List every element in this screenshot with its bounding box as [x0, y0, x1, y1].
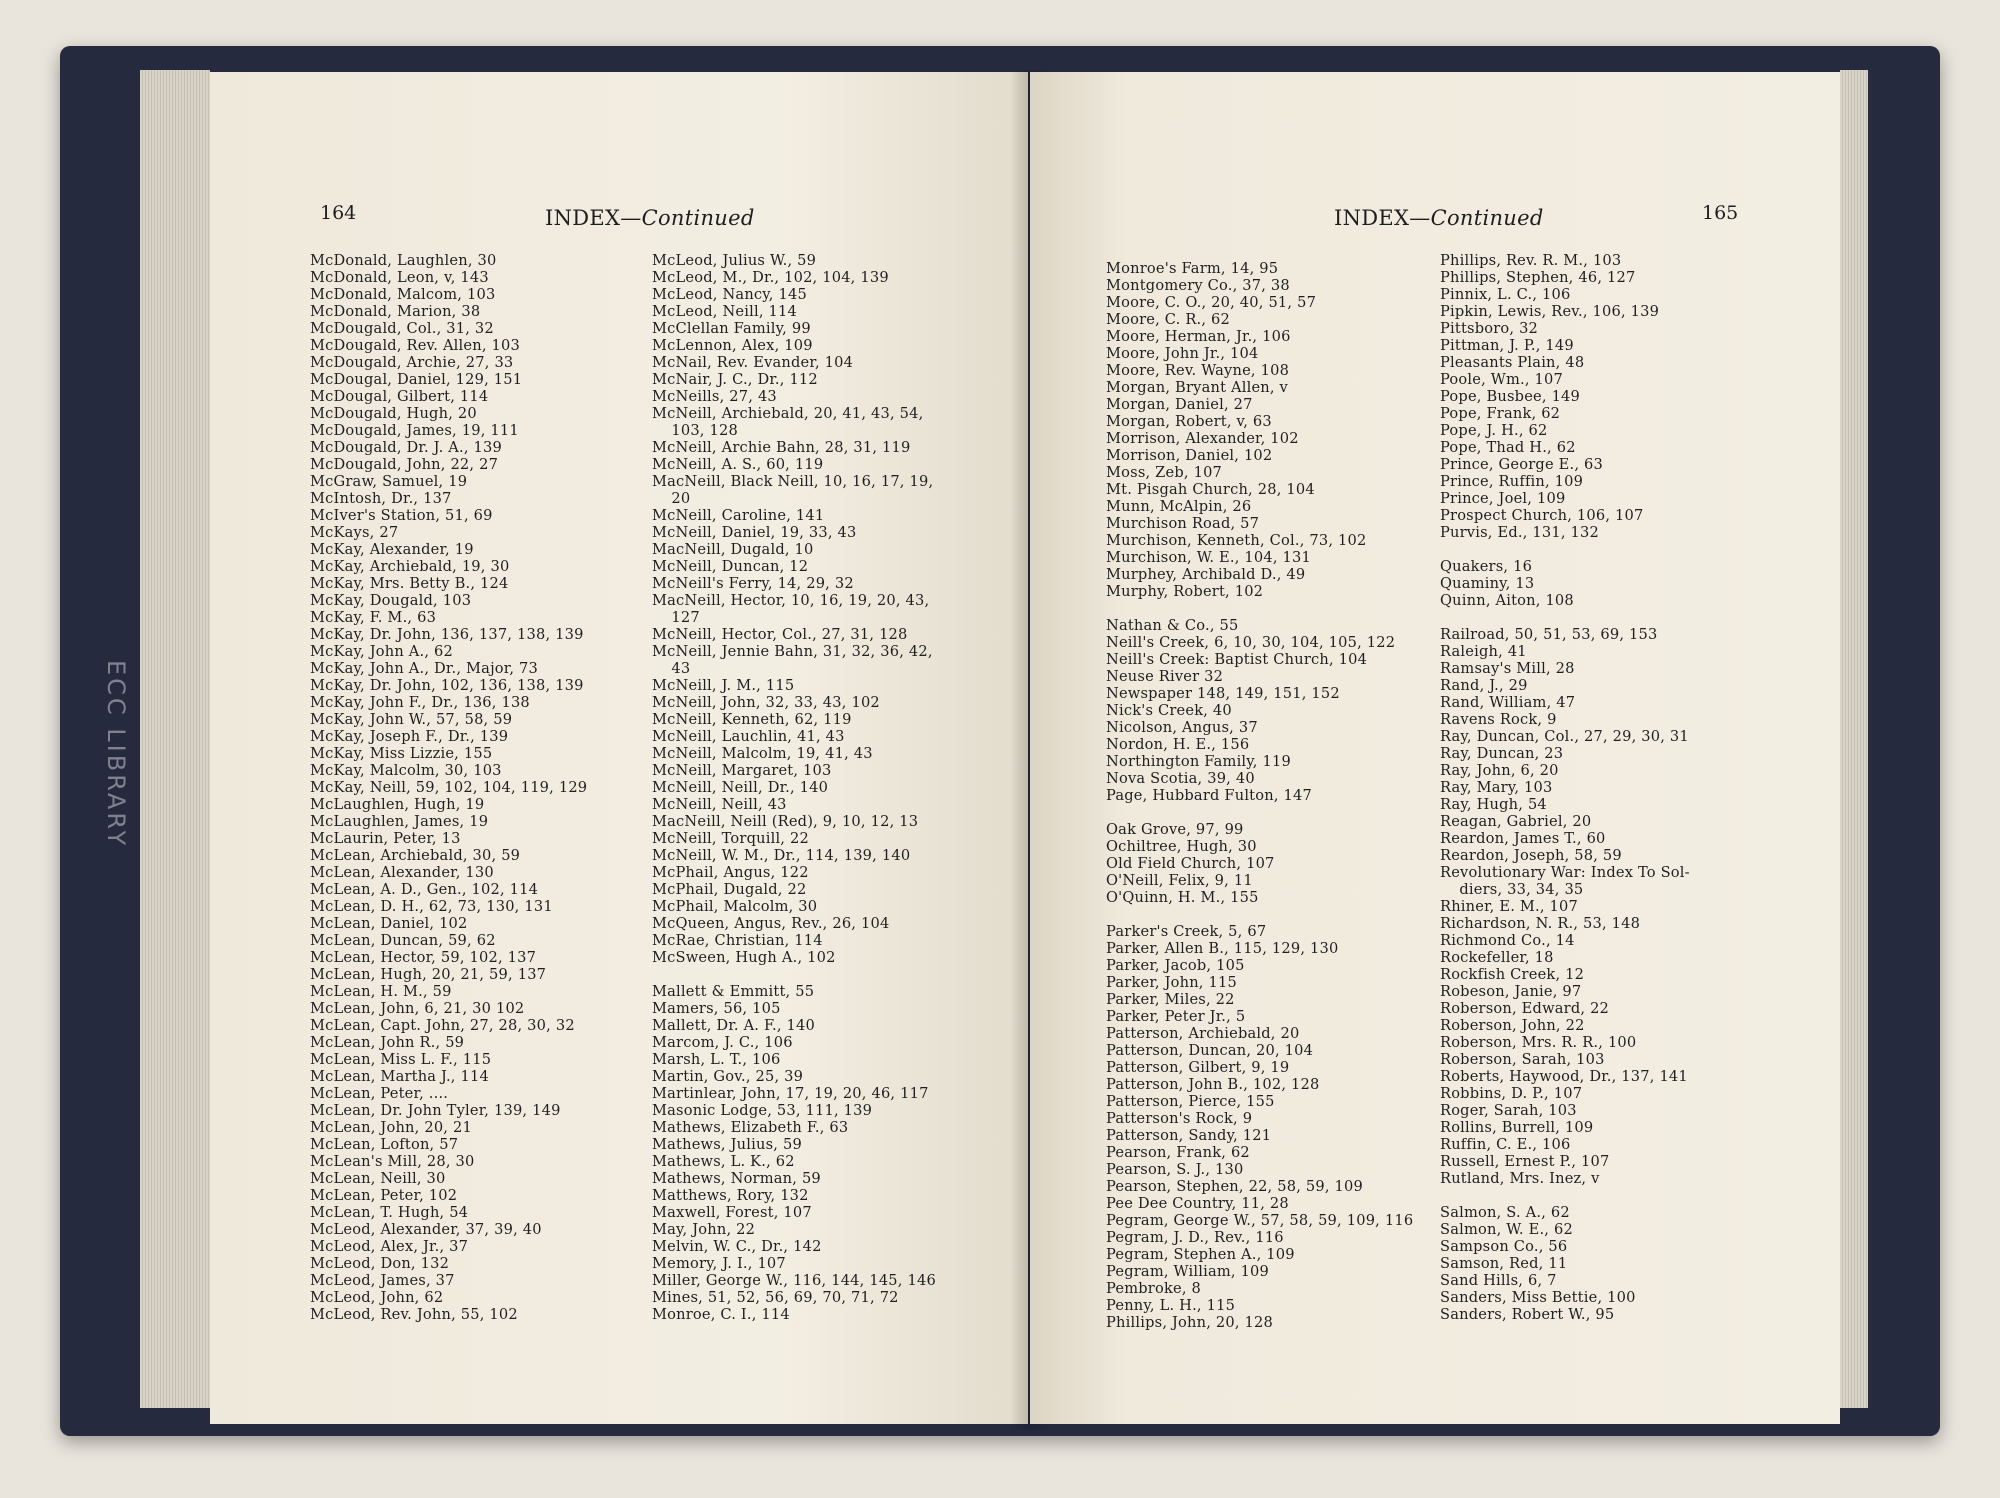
index-entry: McNeill, Kenneth, 62, 119 — [652, 711, 852, 728]
index-entry: Salmon, S. A., 62 — [1440, 1204, 1570, 1221]
index-entry: Maxwell, Forest, 107 — [652, 1204, 812, 1221]
index-entry: McNeill, Caroline, 141 — [652, 507, 825, 524]
index-entry: Pope, J. H., 62 — [1440, 422, 1548, 439]
index-entry: McLeod, Don, 132 — [310, 1255, 450, 1272]
index-entry: McLeod, Neill, 114 — [652, 303, 797, 320]
index-entry: Prince, Joel, 109 — [1440, 490, 1566, 507]
index-entry: McLean, Neill, 30 — [310, 1170, 446, 1187]
index-entry: Phillips, Stephen, 46, 127 — [1440, 269, 1636, 286]
index-entry: Robeson, Janie, 97 — [1440, 983, 1582, 1000]
index-entry: McDougald, Rev. Allen, 103 — [310, 337, 520, 354]
index-entry: Mathews, Norman, 59 — [652, 1170, 821, 1187]
index-entry: Pittman, J. P., 149 — [1440, 337, 1574, 354]
index-entry: Melvin, W. C., Dr., 142 — [652, 1238, 822, 1255]
index-entry: Rand, William, 47 — [1440, 694, 1576, 711]
index-entry: May, John, 22 — [652, 1221, 756, 1238]
index-entry: Pearson, Frank, 62 — [1106, 1144, 1250, 1161]
index-entry: Patterson, Archiebald, 20 — [1106, 1025, 1300, 1042]
index-entry: Pee Dee Country, 11, 28 — [1106, 1195, 1289, 1212]
index-entry: McLean, Capt. John, 27, 28, 30, 32 — [310, 1017, 575, 1034]
index-entry: Russell, Ernest P., 107 — [1440, 1153, 1610, 1170]
index-entry: diers, 33, 34, 35 — [1440, 881, 1584, 898]
index-entry: Parker, John, 115 — [1106, 974, 1237, 991]
index-entry: McLeod, Rev. John, 55, 102 — [310, 1306, 518, 1323]
index-entry: Parker's Creek, 5, 67 — [1106, 923, 1267, 940]
index-entry: McLeod, Julius W., 59 — [652, 252, 817, 269]
index-entry: Patterson, Gilbert, 9, 19 — [1106, 1059, 1290, 1076]
index-entry: 103, 128 — [652, 422, 738, 439]
index-entry: McLean, Dr. John Tyler, 139, 149 — [310, 1102, 561, 1119]
index-entry: McRae, Christian, 114 — [652, 932, 823, 949]
index-entry: McNeills, 27, 43 — [652, 388, 777, 405]
index-entry: McLean, T. Hugh, 54 — [310, 1204, 469, 1221]
index-entry: McNeill, A. S., 60, 119 — [652, 456, 824, 473]
index-entry: McKay, Miss Lizzie, 155 — [310, 745, 493, 762]
index-entry: McLean, John R., 59 — [310, 1034, 465, 1051]
index-entry: Quinn, Aiton, 108 — [1440, 592, 1574, 609]
left-page-header — [545, 206, 755, 230]
index-entry: Moore, Herman, Jr., 106 — [1106, 328, 1291, 345]
index-entry: Mamers, 56, 105 — [652, 1000, 781, 1017]
index-entry: Pope, Thad H., 62 — [1440, 439, 1576, 456]
index-entry: 20 — [652, 490, 691, 507]
index-entry: Nicolson, Angus, 37 — [1106, 719, 1258, 736]
left-index-column-1 — [310, 252, 587, 1323]
right-header-text: INDEX— — [1334, 206, 1431, 230]
index-entry: Patterson, Duncan, 20, 104 — [1106, 1042, 1314, 1059]
index-entry: Sanders, Miss Bettie, 100 — [1440, 1289, 1636, 1306]
index-entry: Martinlear, John, 17, 19, 20, 46, 117 — [652, 1085, 929, 1102]
index-entry: McLean, H. M., 59 — [310, 983, 452, 1000]
index-entry: Ray, Duncan, Col., 27, 29, 30, 31 — [1440, 728, 1689, 745]
index-entry: McKay, Archiebald, 19, 30 — [310, 558, 510, 575]
index-entry: Monroe, C. I., 114 — [652, 1306, 790, 1323]
index-entry: McKay, Dougald, 103 — [310, 592, 472, 609]
index-entry: Mines, 51, 52, 56, 69, 70, 71, 72 — [652, 1289, 899, 1306]
index-entry: Rhiner, E. M., 107 — [1440, 898, 1578, 915]
index-entry: McNeill, Hector, Col., 27, 31, 128 — [652, 626, 908, 643]
index-entry: Nathan & Co., 55 — [1106, 617, 1239, 634]
index-entry: Samson, Red, 11 — [1440, 1255, 1568, 1272]
index-entry: Parker, Miles, 22 — [1106, 991, 1235, 1008]
index-entry: Ray, Mary, 103 — [1440, 779, 1553, 796]
index-entry: McGraw, Samuel, 19 — [310, 473, 468, 490]
index-entry: McLaughlen, Hugh, 19 — [310, 796, 485, 813]
index-entry: McNeill, W. M., Dr., 114, 139, 140 — [652, 847, 911, 864]
index-entry: Pope, Frank, 62 — [1440, 405, 1561, 422]
index-entry: Ray, Hugh, 54 — [1440, 796, 1547, 813]
index-entry: McLeod, M., Dr., 102, 104, 139 — [652, 269, 889, 286]
index-entry: Memory, J. I., 107 — [652, 1255, 786, 1272]
index-entry: Pegram, J. D., Rev., 116 — [1106, 1229, 1284, 1246]
index-entry: Marsh, L. T., 106 — [652, 1051, 781, 1068]
index-entry: Rockefeller, 18 — [1440, 949, 1554, 966]
index-entry: Northington Family, 119 — [1106, 753, 1291, 770]
index-entry: MacNeill, Black Neill, 10, 16, 17, 19, — [652, 473, 934, 490]
index-entry: Pearson, Stephen, 22, 58, 59, 109 — [1106, 1178, 1363, 1195]
index-entry: Ruffin, C. E., 106 — [1440, 1136, 1571, 1153]
index-entry: Moore, C. R., 62 — [1106, 311, 1231, 328]
index-entry: Pegram, George W., 57, 58, 59, 109, 116 — [1106, 1212, 1414, 1229]
index-entry: Rutland, Mrs. Inez, v — [1440, 1170, 1600, 1187]
index-entry: Roger, Sarah, 103 — [1440, 1102, 1577, 1119]
left-header-text: INDEX— — [545, 206, 642, 230]
index-entry: McNeill, Malcolm, 19, 41, 43 — [652, 745, 873, 762]
index-entry: Masonic Lodge, 53, 111, 139 — [652, 1102, 873, 1119]
index-entry: McKay, Joseph F., Dr., 139 — [310, 728, 509, 745]
index-entry: Patterson's Rock, 9 — [1106, 1110, 1253, 1127]
index-entry: Nordon, H. E., 156 — [1106, 736, 1250, 753]
index-entry: Quaminy, 13 — [1440, 575, 1535, 592]
index-entry: Murphey, Archibald D., 49 — [1106, 566, 1306, 583]
index-entry: Pipkin, Lewis, Rev., 106, 139 — [1440, 303, 1660, 320]
index-entry: McLennon, Alex, 109 — [652, 337, 813, 354]
index-entry: Old Field Church, 107 — [1106, 855, 1275, 872]
index-entry: Quakers, 16 — [1440, 558, 1533, 575]
left-page-number: 164 — [320, 202, 357, 224]
index-entry: McLean, Archiebald, 30, 59 — [310, 847, 521, 864]
index-entry: McLaughlen, James, 19 — [310, 813, 489, 830]
index-entry: McKay, John F., Dr., 136, 138 — [310, 694, 530, 711]
index-entry: Roberts, Haywood, Dr., 137, 141 — [1440, 1068, 1688, 1085]
index-entry: Roberson, Edward, 22 — [1440, 1000, 1610, 1017]
index-entry: McNeill, Daniel, 19, 33, 43 — [652, 524, 857, 541]
index-entry: McDougal, Daniel, 129, 151 — [310, 371, 523, 388]
index-entry: McLean, Lofton, 57 — [310, 1136, 459, 1153]
section-gap — [1440, 541, 1690, 558]
right-header-italic: Continued — [1430, 206, 1544, 230]
index-entry: Newspaper 148, 149, 151, 152 — [1106, 685, 1340, 702]
index-entry: Morrison, Daniel, 102 — [1106, 447, 1273, 464]
index-entry: Prince, Ruffin, 109 — [1440, 473, 1584, 490]
index-entry: Miller, George W., 116, 144, 145, 146 — [652, 1272, 936, 1289]
index-entry: McKay, Mrs. Betty B., 124 — [310, 575, 509, 592]
index-entry: McDonald, Malcom, 103 — [310, 286, 496, 303]
index-entry: Munn, McAlpin, 26 — [1106, 498, 1252, 515]
index-entry: McKay, John A., 62 — [310, 643, 454, 660]
index-entry: Rand, J., 29 — [1440, 677, 1528, 694]
right-page-header — [1334, 206, 1544, 230]
index-entry: McDonald, Leon, v, 143 — [310, 269, 489, 286]
index-entry: Pegram, Stephen A., 109 — [1106, 1246, 1295, 1263]
index-entry: McKay, Dr. John, 136, 137, 138, 139 — [310, 626, 584, 643]
index-entry: McLeod, Alexander, 37, 39, 40 — [310, 1221, 542, 1238]
index-entry: McSween, Hugh A., 102 — [652, 949, 836, 966]
right-page-number: 165 — [1702, 202, 1739, 224]
index-entry: McLean's Mill, 28, 30 — [310, 1153, 475, 1170]
index-entry: Robbins, D. P., 107 — [1440, 1085, 1583, 1102]
index-entry: Pegram, William, 109 — [1106, 1263, 1270, 1280]
index-entry: McIver's Station, 51, 69 — [310, 507, 493, 524]
index-entry: Morrison, Alexander, 102 — [1106, 430, 1299, 447]
index-entry: Ray, John, 6, 20 — [1440, 762, 1559, 779]
index-entry: O'Quinn, H. M., 155 — [1106, 889, 1259, 906]
index-entry: McNeill's Ferry, 14, 29, 32 — [652, 575, 854, 592]
index-entry: McKay, Dr. John, 102, 136, 138, 139 — [310, 677, 584, 694]
index-entry: Ray, Duncan, 23 — [1440, 745, 1564, 762]
index-entry: Mathews, Julius, 59 — [652, 1136, 802, 1153]
index-entry: McNeill, J. M., 115 — [652, 677, 795, 694]
index-entry: Reagan, Gabriel, 20 — [1440, 813, 1592, 830]
index-entry: McClellan Family, 99 — [652, 320, 811, 337]
index-entry: Moss, Zeb, 107 — [1106, 464, 1223, 481]
index-entry: Pittsboro, 32 — [1440, 320, 1539, 337]
index-entry: McDougald, James, 19, 111 — [310, 422, 519, 439]
index-entry: Phillips, John, 20, 128 — [1106, 1314, 1274, 1331]
index-entry: Moore, Rev. Wayne, 108 — [1106, 362, 1290, 379]
index-entry: McLean, John, 6, 21, 30 102 — [310, 1000, 525, 1017]
index-entry: McLean, Martha J., 114 — [310, 1068, 489, 1085]
right-index-column-2 — [1440, 252, 1690, 1323]
index-entry: McLean, Miss L. F., 115 — [310, 1051, 492, 1068]
index-entry: McLean, Peter, 102 — [310, 1187, 458, 1204]
index-entry: Parker, Jacob, 105 — [1106, 957, 1245, 974]
index-entry: O'Neill, Felix, 9, 11 — [1106, 872, 1253, 889]
index-entry: McLeod, Alex, Jr., 37 — [310, 1238, 469, 1255]
index-entry: McPhail, Dugald, 22 — [652, 881, 807, 898]
index-entry: McKays, 27 — [310, 524, 399, 541]
right-index-column-1 — [1106, 260, 1413, 1331]
index-entry: McKay, F. M., 63 — [310, 609, 437, 626]
index-entry: McKay, Malcolm, 30, 103 — [310, 762, 502, 779]
index-entry: Purvis, Ed., 131, 132 — [1440, 524, 1599, 541]
index-entry: McDonald, Laughlen, 30 — [310, 252, 497, 269]
index-entry: McDougald, John, 22, 27 — [310, 456, 499, 473]
index-entry: Parker, Peter Jr., 5 — [1106, 1008, 1246, 1025]
index-entry: McLeod, John, 62 — [310, 1289, 444, 1306]
index-entry: McDougald, Hugh, 20 — [310, 405, 477, 422]
index-entry: Morgan, Daniel, 27 — [1106, 396, 1253, 413]
left-page-edges — [140, 70, 210, 1408]
section-gap — [652, 966, 936, 983]
index-entry: Richmond Co., 14 — [1440, 932, 1575, 949]
index-entry: Page, Hubbard Fulton, 147 — [1106, 787, 1312, 804]
left-page — [210, 72, 1028, 1424]
index-entry: 127 — [652, 609, 700, 626]
index-entry: McLean, Daniel, 102 — [310, 915, 468, 932]
index-entry: Neill's Creek, 6, 10, 30, 104, 105, 122 — [1106, 634, 1396, 651]
index-entry: Pearson, S. J., 130 — [1106, 1161, 1244, 1178]
index-entry: McLean, Hector, 59, 102, 137 — [310, 949, 537, 966]
index-entry: Richardson, N. R., 53, 148 — [1440, 915, 1641, 932]
index-entry: McLean, Duncan, 59, 62 — [310, 932, 496, 949]
index-entry: Mathews, L. K., 62 — [652, 1153, 795, 1170]
index-entry: Murchison, Kenneth, Col., 73, 102 — [1106, 532, 1367, 549]
section-gap — [1106, 906, 1413, 923]
index-entry: Pembroke, 8 — [1106, 1280, 1201, 1297]
section-gap — [1440, 1187, 1690, 1204]
index-entry: McNeill, Duncan, 12 — [652, 558, 809, 575]
index-entry: Revolutionary War: Index To Sol- — [1440, 864, 1690, 881]
index-entry: Roberson, John, 22 — [1440, 1017, 1585, 1034]
index-entry: MacNeill, Hector, 10, 16, 19, 20, 43, — [652, 592, 930, 609]
section-gap — [1106, 804, 1413, 821]
index-entry: Ravens Rock, 9 — [1440, 711, 1557, 728]
index-entry: Pope, Busbee, 149 — [1440, 388, 1581, 405]
right-page-edges — [1840, 70, 1868, 1408]
index-entry: Mallett, Dr. A. F., 140 — [652, 1017, 816, 1034]
index-entry: McLean, Alexander, 130 — [310, 864, 494, 881]
index-entry: Murchison Road, 57 — [1106, 515, 1260, 532]
index-entry: MacNeill, Neill (Red), 9, 10, 12, 13 — [652, 813, 919, 830]
index-entry: Morgan, Bryant Allen, v — [1106, 379, 1289, 396]
index-entry: Monroe's Farm, 14, 95 — [1106, 260, 1279, 277]
index-entry: Patterson, John B., 102, 128 — [1106, 1076, 1320, 1093]
index-entry: Nick's Creek, 40 — [1106, 702, 1232, 719]
index-entry: McLean, Hugh, 20, 21, 59, 137 — [310, 966, 547, 983]
index-entry: McQueen, Angus, Rev., 26, 104 — [652, 915, 890, 932]
index-entry: Marcom, J. C., 106 — [652, 1034, 793, 1051]
index-entry: 43 — [652, 660, 691, 677]
index-entry: Rockfish Creek, 12 — [1440, 966, 1585, 983]
index-entry: McKay, Alexander, 19 — [310, 541, 474, 558]
index-entry: Mathews, Elizabeth F., 63 — [652, 1119, 849, 1136]
index-entry: Railroad, 50, 51, 53, 69, 153 — [1440, 626, 1658, 643]
index-entry: Parker, Allen B., 115, 129, 130 — [1106, 940, 1339, 957]
left-header-italic: Continued — [641, 206, 755, 230]
index-entry: Roberson, Sarah, 103 — [1440, 1051, 1605, 1068]
index-entry: McNeill, Archie Bahn, 28, 31, 119 — [652, 439, 911, 456]
index-entry: McDougal, Gilbert, 114 — [310, 388, 489, 405]
index-entry: McPhail, Malcolm, 30 — [652, 898, 818, 915]
index-entry: McLean, A. D., Gen., 102, 114 — [310, 881, 539, 898]
index-entry: McNeill, Lauchlin, 41, 43 — [652, 728, 845, 745]
index-entry: Ramsay's Mill, 28 — [1440, 660, 1575, 677]
index-entry: Sand Hills, 6, 7 — [1440, 1272, 1557, 1289]
index-entry: McNeill, Jennie Bahn, 31, 32, 36, 42, — [652, 643, 933, 660]
index-entry: McNeill, Neill, 43 — [652, 796, 787, 813]
index-entry: MacNeill, Dugald, 10 — [652, 541, 814, 558]
index-entry: Moore, John Jr., 104 — [1106, 345, 1259, 362]
index-entry: Mt. Pisgah Church, 28, 104 — [1106, 481, 1315, 498]
index-entry: Murchison, W. E., 104, 131 — [1106, 549, 1311, 566]
index-entry: Reardon, Joseph, 58, 59 — [1440, 847, 1622, 864]
index-entry: Reardon, James T., 60 — [1440, 830, 1606, 847]
index-entry: Patterson, Pierce, 155 — [1106, 1093, 1275, 1110]
index-entry: Sanders, Robert W., 95 — [1440, 1306, 1615, 1323]
index-entry: McNeill, Margaret, 103 — [652, 762, 832, 779]
index-entry: McKay, John A., Dr., Major, 73 — [310, 660, 538, 677]
index-entry: Poole, Wm., 107 — [1440, 371, 1563, 388]
index-entry: McNeill, Torquill, 22 — [652, 830, 809, 847]
right-page — [1030, 72, 1840, 1424]
index-entry: Ochiltree, Hugh, 30 — [1106, 838, 1257, 855]
index-entry: McLean, D. H., 62, 73, 130, 131 — [310, 898, 553, 915]
index-entry: Neuse River 32 — [1106, 668, 1224, 685]
index-entry: McLeod, Nancy, 145 — [652, 286, 807, 303]
index-entry: Neill's Creek: Baptist Church, 104 — [1106, 651, 1368, 668]
index-entry: Raleigh, 41 — [1440, 643, 1527, 660]
index-entry: Rollins, Burrell, 109 — [1440, 1119, 1594, 1136]
index-entry: Nova Scotia, 39, 40 — [1106, 770, 1255, 787]
index-entry: Sampson Co., 56 — [1440, 1238, 1568, 1255]
index-entry: McLaurin, Peter, 13 — [310, 830, 461, 847]
index-entry: Penny, L. H., 115 — [1106, 1297, 1236, 1314]
left-index-column-2 — [652, 252, 936, 1323]
index-entry: McDougald, Archie, 27, 33 — [310, 354, 514, 371]
index-entry: McLeod, James, 37 — [310, 1272, 455, 1289]
index-entry: Salmon, W. E., 62 — [1440, 1221, 1573, 1238]
index-entry: McNeill, John, 32, 33, 43, 102 — [652, 694, 880, 711]
index-entry: Montgomery Co., 37, 38 — [1106, 277, 1290, 294]
index-entry: Phillips, Rev. R. M., 103 — [1440, 252, 1622, 269]
index-entry: Matthews, Rory, 132 — [652, 1187, 809, 1204]
library-stamp: ECC LIBRARY — [102, 660, 130, 849]
index-entry: McNair, J. C., Dr., 112 — [652, 371, 818, 388]
index-entry: Morgan, Robert, v, 63 — [1106, 413, 1272, 430]
index-entry: Pleasants Plain, 48 — [1440, 354, 1585, 371]
index-entry: McDougald, Dr. J. A., 139 — [310, 439, 502, 456]
index-entry: McPhail, Angus, 122 — [652, 864, 809, 881]
index-entry: McDougald, Col., 31, 32 — [310, 320, 494, 337]
index-entry: Oak Grove, 97, 99 — [1106, 821, 1244, 838]
index-entry: Mallett & Emmitt, 55 — [652, 983, 815, 1000]
section-gap — [1106, 600, 1413, 617]
index-entry: Martin, Gov., 25, 39 — [652, 1068, 804, 1085]
index-entry: McLean, John, 20, 21 — [310, 1119, 472, 1136]
index-entry: McKay, Neill, 59, 102, 104, 119, 129 — [310, 779, 588, 796]
index-entry: Murphy, Robert, 102 — [1106, 583, 1264, 600]
index-entry: McDonald, Marion, 38 — [310, 303, 481, 320]
index-entry: McNeill, Archiebald, 20, 41, 43, 54, — [652, 405, 924, 422]
index-entry: Roberson, Mrs. R. R., 100 — [1440, 1034, 1637, 1051]
index-entry: Prospect Church, 106, 107 — [1440, 507, 1644, 524]
index-entry: Prince, George E., 63 — [1440, 456, 1603, 473]
index-entry: McKay, John W., 57, 58, 59 — [310, 711, 513, 728]
index-entry: McIntosh, Dr., 137 — [310, 490, 452, 507]
index-entry: Patterson, Sandy, 121 — [1106, 1127, 1272, 1144]
index-entry: McLean, Peter, .... — [310, 1085, 449, 1102]
index-entry: McNeill, Neill, Dr., 140 — [652, 779, 829, 796]
section-gap — [1440, 609, 1690, 626]
index-entry: Moore, C. O., 20, 40, 51, 57 — [1106, 294, 1317, 311]
index-entry: Pinnix, L. C., 106 — [1440, 286, 1571, 303]
index-entry: McNail, Rev. Evander, 104 — [652, 354, 854, 371]
